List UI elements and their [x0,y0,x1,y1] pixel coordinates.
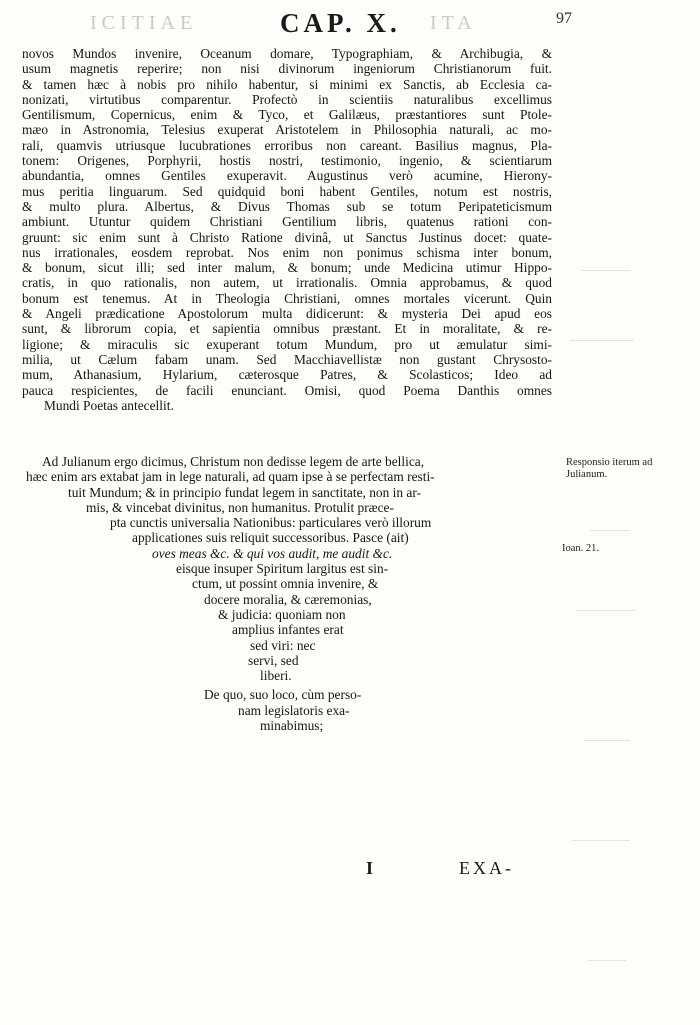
text-line: pta cunctis universalia Nationibus: particulares verò illorum [110,515,432,531]
text-line: ligione; & miraculis sic exuperant totum Mundum, pro ut æmulatur simi- [22,336,552,352]
text-line: liberi. [260,668,292,684]
text-line: bonum est tenemus. At in Theologia Christiani, omnes mortales vicerunt. Quin [22,290,552,306]
chapter-title: CAP. X. [280,8,401,38]
text-line: Mundi Poetas antecellit. [44,397,174,413]
text-line: mum, Athanasium, Hylarium, cæterosque Patres, & Scolasticos; Ideo ad [22,367,552,383]
text-line: & Angeli prædicatione Apostolorum multa didicerunt: & mysteria Dei apud eos [22,306,552,322]
text-line: ambiunt. Utuntur quidem Christiani Gentilium libris, quatenus rationi con- [22,214,552,230]
bleed-through-text-left: ICITIAE [90,12,198,34]
text-line: rali, quamvis utriusque lucubrationes erroribus non careant. Basilius magnus, Pla- [22,137,552,153]
bleed-through-text-right: ITA [430,12,477,34]
text-line: pauca respicientes, de facili enunciant. Omisi, quod Poema Danthis omnes [22,382,552,398]
text-line: mæo in Astronomia, Telesius exuperat Aristotelem in Philosophia naturali, ac mo- [22,122,552,138]
text-line: cratis, in quo rationalis, non autem, ut irrationalis. Omnia approbamus, & quod [22,275,552,291]
text-line: tuit Mundum; & in principio fundat legem in sanctitate, non in ar- [68,484,422,500]
text-line: & multo plura. Albertus, & Divus Thomas sub se totum Peripateticismum [22,198,552,214]
text-line: milia, ut Cælum fabam unam. Sed Macchiavellistæ non gustant Chrysosto- [22,351,552,367]
text-line: gruunt: sic enim sunt à Christo Ratione divinâ, ut Sanctus Justinus docet: quate- [22,229,552,245]
text-line: ctum, ut possint omnia invenire, & [192,576,379,592]
text-line: docere moralia, & cæremonias, [204,591,372,607]
text-line: minabimus; [260,718,324,734]
text-line: oves meas &c. & qui vos audit, me audit &c. [152,545,393,561]
text-line: eisque insuper Spiritum largitus est sin- [176,561,389,577]
signature-mark: I [366,858,374,878]
text-line: servi, sed [248,652,299,668]
text-line: De quo, suo loco, cùm perso- [204,687,362,703]
margin-note-responsio: Responsio iterum ad Julianum. [566,457,653,480]
catchword: EXA- [459,858,514,878]
text-line: nonizati, virtutibus comparentur. Profectò in scientiis naturalibus excellimus [22,91,552,107]
text-line: nam legislatoris exa- [238,702,350,718]
text-line: nus irrationales, eosdem reprobat. Nos enim non ponimus schisma inter bonum, [22,244,552,260]
bleed-through-texture [570,200,650,1020]
tapering-paragraph [22,454,552,733]
text-line: applicationes suis reliquit successoribus. Pasce (ait) [132,530,409,546]
text-line: hæc enim ars extabat jam in lege naturali, ad quam ipse à se perfectam resti- [26,469,435,485]
text-line: sunt, & librorum copia, et sapientia omnibus præstant. Et in moralitate, & re- [22,321,552,337]
text-line: mis, & vincebat divinitus, non humanitus. Protulit præce- [86,499,394,515]
text-line: & judicia: quoniam non [218,606,346,622]
text-line: novos Mundos invenire, Oceanum domare, Typographiam, & Archibugia, & [22,46,552,61]
running-header [0,6,700,36]
text-line: usum magnetis reperire; non nisi divinorum ingeniorum Christianorum fuit. [22,61,552,77]
margin-note-ioan: Ioan. 21. [562,543,600,554]
text-line: sed viri: nec [250,637,316,653]
text-line: amplius infantes erat [232,622,344,638]
text-line: Ad Julianum ergo dicimus, Christum non dedisse legem de arte bellica, [42,454,425,469]
text-line: abundantia, omnes Gentiles exuperavit. Augustinus verò acumine, Hierony- [22,168,552,184]
text-line: mus peritia linguarum. Sed quidquid boni habent Gentiles, notum est nostris, [22,183,552,199]
text-line: & bonum, sicut illi; sed inter malum, & bonum; unde Medicina utimur Hippo- [22,260,552,276]
page-number: 97 [556,10,572,27]
main-text-block [22,46,552,413]
text-line: & tamen hæc à nobis pro nihilo habentur, si minimi ex Sanctis, ab Ecclesia ca- [22,76,552,92]
text-line: Gentilismum, Copernicus, enim & Tyco, et Galilæus, præstantiores sunt Ptole- [22,107,552,123]
text-line: tonem: Origenes, Porphyrii, hostis nostri, testimonio, ingenio, & scientiarum [22,153,552,169]
